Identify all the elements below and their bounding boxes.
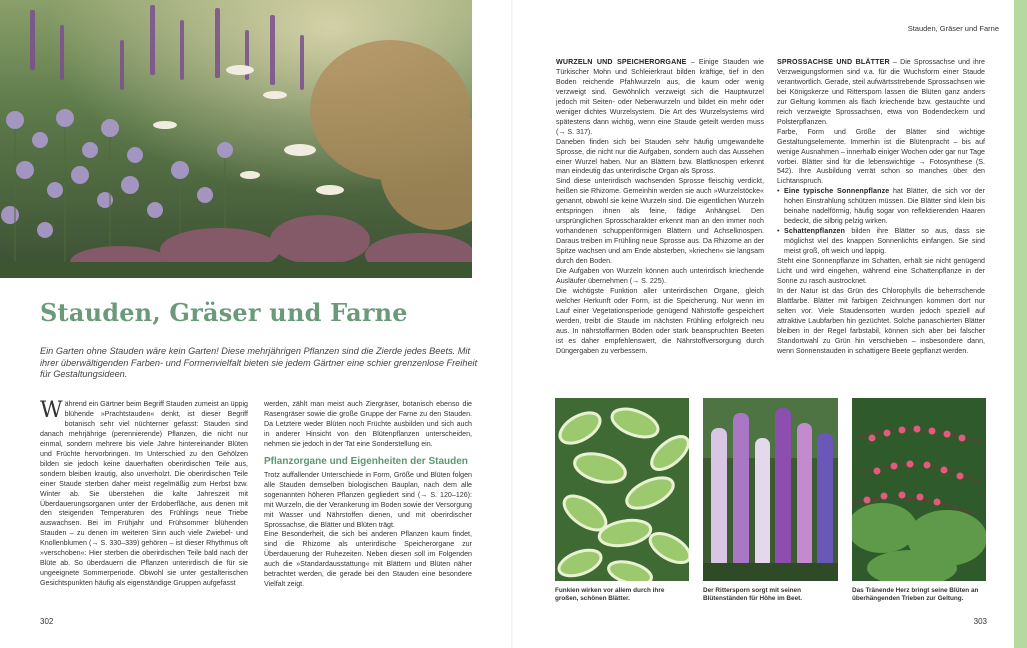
page-number-left: 302 <box>40 617 54 626</box>
body-text: Steht eine Sonnenpflanze im Schatten, erhält sie nicht genügend Licht und wird eingehen, während eine Schattenpflanze in der Sonne zu rasch austrocknet. <box>777 257 985 285</box>
right-column-1 <box>556 58 764 357</box>
dropcap: W <box>40 398 63 423</box>
section-lead: WURZELN UND SPEICHERORGANE <box>556 58 687 66</box>
photo-caption: Das Tränende Herz bringt seine Blüten an überhängenden Trieben zur Geltung. <box>852 587 979 603</box>
body-text: – Die Sprossachse und ihre Verzweigungsformen sind v.a. für die Wuchsform einer Staude verantwortlich. Gerade, steil aufwärtsstrebende Sprossachsen wie bei Königskerze und Rittersporn lassen die Blüten ganz anders zur Geltung kommen als flach kriechende bzw. gestauchte und reich verzweigte Sprossachsen, etwa von Bodendeckern und Polsterpflanzen. <box>777 58 985 126</box>
body-text: ährend ein Gärtner beim Begriff Stauden zumeist an üppig blühende »Prachtstauden« denkt, ist dieser Begriff botanisch sehr viel nüchterner gefasst: Stauden sind danach mehrjährige (perennierende) Pflanzen, die nicht nur einmal, sondern mehrere bis viele Jahre hintereinander Blüten und Früchte hervorbringen. Im Unterschied zu den Gehölzen bilden sie jedoch keine dauerhaften oberirdischen Teile aus, sondern bleiben krautig, also unverholzt. Die oberirdischen Teile einer Staude sterben daher meist regelmäßig zum Herbst bzw. Winter ab. Sie überstehen die kalte Jahreszeit mit Überdauerungsorganen unter der Erdoberfläche, aus denen mit den steigenden Temperaturen des Frühlings neue Triebe auswachsen. Bei im Frühjahr und Frühsommer blühenden Stauden – zu denen im weiteren Sinn auch viele Zwiebel- und Knollenblumen (→ S. 330–339) gehören – ist dieser Rhythmus oft »verschoben«: Hier sterben die oberirdischen Teile bald nach der Blüte ab. So überdauern die Pflanzen unterirdisch die für sie ungeeignete Sommerperiode. Obwohl sie unter gestalterischen Gesichtspunkten häufig als eigenständige Gruppen aufgefasst <box>40 400 248 588</box>
section-heading: Pflanzorgane und Eigenheiten der Stauden <box>264 455 468 467</box>
running-header: Stauden, Gräser und Farne <box>907 24 999 33</box>
photo-caption: Funkien wirken vor allem durch ihre großen, schönen Blätter. <box>555 587 665 603</box>
left-page <box>0 0 513 648</box>
body-text: Trotz auffallender Unterschiede in Form, Größe und Blüten folgen alle Stauden demselben biologischen Bauplan, nach dem alle sogenannten höheren Pflanzen gegliedert sind (→ S. 120–126): mit Wurzeln, die der Verankerung im Boden sowie der Versorgung mit Wasser und Nährstoffen dienen, und mit oberirdischer Sprossachse, die Blätter und Blüten trägt. <box>264 470 472 529</box>
body-text: Daneben finden sich bei Stauden sehr häufig umgewandelte Sprosse, die nicht nur die Aufgaben, sondern auch das Aussehen einer Wurzel haben. Nur an Blättern bzw. Blattknospen erkennt man eindeutig das unterirdische Organ als Spross. <box>556 137 764 176</box>
hero-garden-photo <box>0 0 472 278</box>
photo-caption: Der Rittersporn sorgt mit seinen Blütenständen für Höhe im Beet. <box>703 587 803 603</box>
chapter-intro: Ein Garten ohne Stauden wäre kein Garten! Diese mehrjährigen Pflanzen sind die Zierde jedes Beets. Mit ihrer überwältigenden Farben- und Formenvielfalt bieten sie jedem Gärtner eine schier grenzenlose Freiheit für Gestaltungsideen. <box>40 346 478 379</box>
body-text: Die wichtigste Funktion aller unterirdischen Organe, gleich welcher Herkunft oder Form, ist die Speicherung. Nur wenn im Lauf einer Vegetationsperiode genügend Nährstoffe gespeichert werden, treibt die Staude im nächsten Frühling erfolgreich neu aus. In nährstoffarmen Böden oder stark beanspruchten Beeten ist es daher empfehlenswert, die Nährstoffversorgung durch Düngergaben zu verbessern. <box>556 286 764 355</box>
delphinium-photo <box>703 398 838 581</box>
hosta-photo <box>555 398 689 581</box>
list-item: • Eine typische Sonnenpflanze hat Blätter, die sich vor der hohen Einstrahlung schützen müssen. Die Blätter sind klein bis beinahe nadelförmig, häufig sogar von reflektierenden Haaren bedeckt, die silbrig pelzig wirken. <box>777 187 985 227</box>
body-text: Farbe, Form und Größe der Blätter sind wichtige Gestaltungselemente. Immerhin ist die Blütenpracht – bis auf wenige Ausnahmen – innerhalb einiger Wochen oder gar nur Tage vorbei. Blätter sind für die lebenswichtige → Fotosynthese (S. 542). Ihre Ausbildung verrät schon so manches über den Lichtanspruch. <box>777 127 985 186</box>
body-text: Die Aufgaben von Wurzeln können auch unterirdisch kriechende Ausläufer übernehmen (→ S. 225). <box>556 267 764 285</box>
list-item: • Schattenpflanzen bilden ihre Blätter so aus, dass sie möglichst viel des knappen Sonnenlichts einfangen. Sie sind meist groß, oft weich und lappig. <box>777 227 985 257</box>
left-column-2 <box>264 400 472 590</box>
body-text: In der Natur ist das Grün des Chlorophylls die beherrschende Blattfarbe. Blätter mit farbigen Zeichnungen kommen dort nur selten vor. Viele Staudensorten wurden jedoch speziell auf attraktive Laubfarben hin gezüchtet. Solche panaschierten Blätter bleiben in der Regel farbstabil, können sich aber bei falscher Standortwahl zu Grün hin verschieben – insbesondere dann, wenn Sonnenstauden in schattigere Beete gepflanzt werden. <box>777 286 985 355</box>
right-column-2 <box>777 58 985 357</box>
section-lead: SPROSSACHSE UND BLÄTTER <box>777 58 890 66</box>
bleeding-heart-photo <box>852 398 986 581</box>
chapter-title: Stauden, Gräser und Farne <box>40 298 408 327</box>
right-page <box>513 0 1027 648</box>
page-number-right: 303 <box>973 617 987 626</box>
left-column-1 <box>40 400 248 589</box>
chapter-tab-bar <box>1014 0 1027 648</box>
body-text: Eine Besonderheit, die sich bei anderen Pflanzen kaum findet, sind die Rhizome als unterirdische Speicherorgane zur Überdauerung der Ruhezeiten. Neben diesen soll im Folgenden auch die »Standardausstattung« mit Blättern und Blüten näher betrachtet werden, die gerade bei den Stauden eine besondere Vielfalt zeigt. <box>264 530 472 589</box>
body-text: – Einige Stauden wie Türkischer Mohn und Schleierkraut bilden kräftige, tief in den Boden reichende Pfahlwurzeln aus, die kaum oder wenig verzweigt sind. Gewöhnlich verzweigt sich die Hauptwurzel jedoch mit Seiten- oder Nebenwurzeln und bildet ein mehr oder weniger dichtes Wurzelsystem. Die Art des Wurzelsystems wird spätestens dann wichtig, wenn eine Staude geteilt werden muss (→ S. 317). <box>556 58 765 136</box>
body-text: Sind diese unterirdisch wachsenden Sprosse fleischig verdickt, heißen sie Rhizome. Gemeinhin werden sie auch »Wurzelstöcke« genannt, obwohl sie keine Wurzeln sind. Die eigentlichen Wurzeln entspringen ihnen als feine, fädige Anhängsel. Den ursprünglichen Sprosscharakter erkennt man an den immer noch vorhandenen schuppenförmigen Blättern und Achselknospen. Daraus treiben im Frühling neue Sprosse aus. Da Rhizome an der Spitze wachsen und am Ende absterben, »kriechen« sie langsam durch den Boden. <box>556 177 764 266</box>
bullet-list <box>777 187 985 257</box>
body-text: werden, zählt man meist auch Ziergräser, botanisch ebenso die Rasengräser sowie die große Gruppe der Farne zu den Stauden. Da Letztere weder Blüten noch Früchte ausbilden und sich auch in anderer Hinsicht von den Blütenpflanzen unterscheiden, nehmen sie jedoch in der Tat eine Sonderstellung ein. <box>264 400 472 448</box>
